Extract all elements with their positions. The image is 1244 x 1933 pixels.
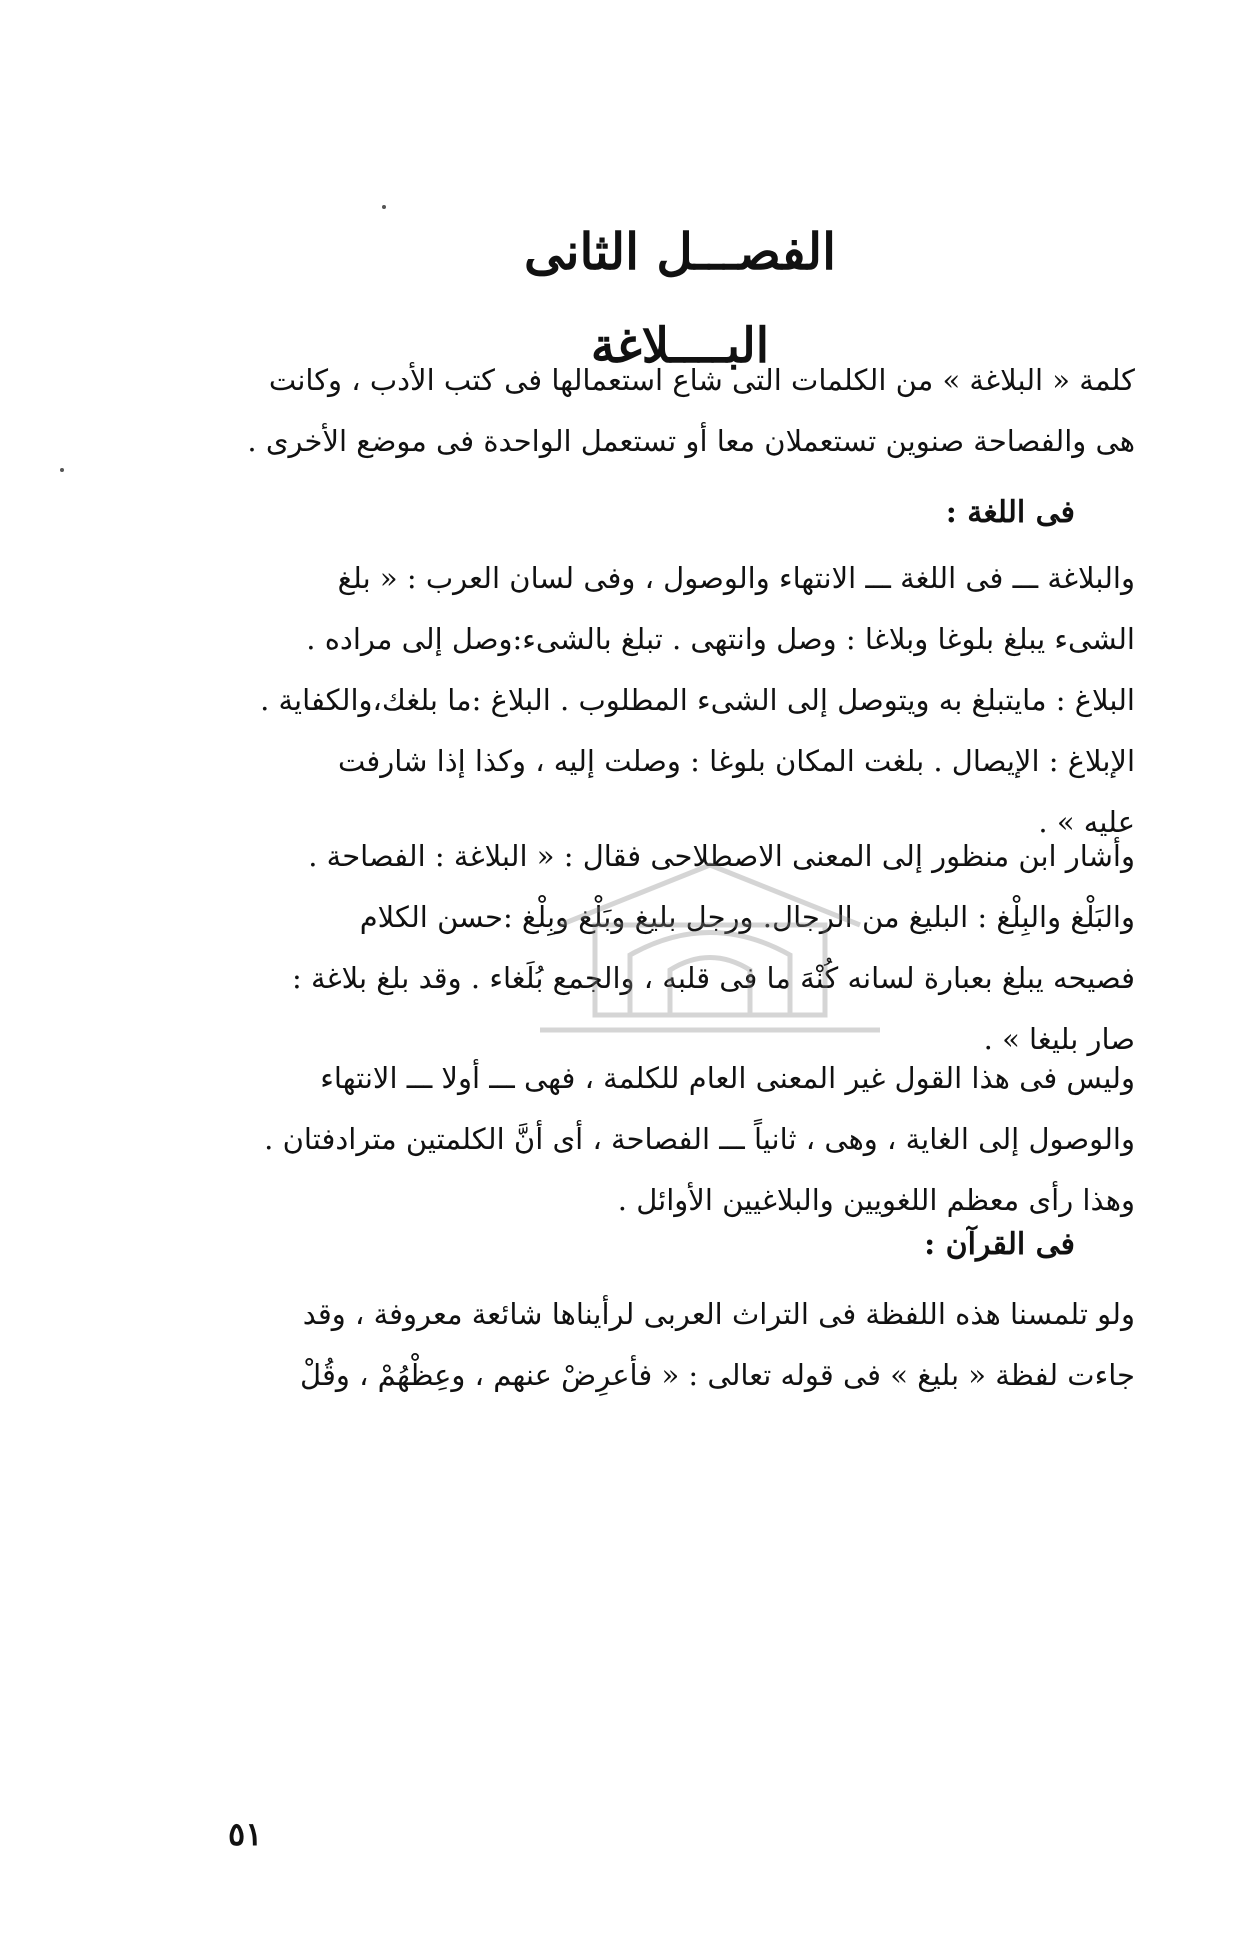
meaning-paragraph [225,1048,1135,1231]
text-line: والبَلْغ والبِلْغ : البليغ من الرجال. ورجل بليغ وبَلْغ وبِلْغ :حسن الكلام [359,900,1135,934]
text-line: والبلاغة ـــ فى اللغة ـــ الانتهاء والوصول ، وفى لسان العرب : « بلغ [337,561,1135,595]
text-line: فصيحه يبلغ بعبارة لسانه كُنْهَ ما فى قلبه ، والجمع بُلَغاء . وقد بلغ بلاغة : [291,961,1135,995]
text-line: الإبلاغ : الإيصال . بلغت المكان بلوغا : وصلت إليه ، وكذا إذا شارفت [337,744,1135,778]
text-line: جاءت لفظة « بليغ » فى قوله تعالى : « فأعرِضْ عنهم ، وعِظْهُمْ ، وقُلْ [300,1358,1135,1392]
text-line: كلمة « البلاغة » من الكلمات التى شاع استعمالها فى كتب الأدب ، وكانت [268,363,1135,397]
text-line: وهذا رأى معظم اللغويين والبلاغيين الأوائل . [617,1183,1135,1217]
library-seal-icon [500,855,920,1045]
text-line: وأشار ابن منظور إلى المعنى الاصطلاحى فقال : « البلاغة : الفصاحة . [308,839,1135,873]
subheading-quran: فى القرآن : [924,1227,1075,1262]
text-line: البلاغ : مايتبلغ به ويتوصل إلى الشىء المطلوب . البلاغ :ما بلغك،والكفاية . [260,683,1135,717]
text-line: وليس فى هذا القول غير المعنى العام للكلمة ، فهى ـــ أولا ـــ الانتهاء [320,1061,1135,1095]
language-paragraph [225,548,1135,853]
text-line: عليه » . [1038,805,1135,839]
quran-paragraph [225,1284,1135,1406]
print-speck [60,468,64,472]
text-line: هى والفصاحة صنوين تستعملان معا أو تستعمل الواحدة فى موضع الأخرى . [247,424,1135,458]
intro-paragraph [225,350,1135,472]
subheading-language: فى اللغة : [945,495,1075,530]
page-number: ٥١ [228,1815,263,1853]
text-line: صار بليغا » . [983,1022,1135,1056]
text-line: الشىء يبلغ بلوغا وبلاغا : وصل وانتهى . تبلغ بالشىء:وصل إلى مراده . [306,622,1135,656]
chapter-title: الفصـــل الثانى [523,222,837,281]
text-line: ولو تلمسنا هذه اللفظة فى التراث العربى لرأيناها شائعة معروفة ، وقد [302,1297,1135,1331]
section-title: البــــلاغة [590,318,770,374]
print-speck [382,205,386,209]
text-line: والوصول إلى الغاية ، وهى ، ثانياً ـــ الفصاحة ، أى أنَّ الكلمتين مترادفتان . [264,1122,1135,1156]
